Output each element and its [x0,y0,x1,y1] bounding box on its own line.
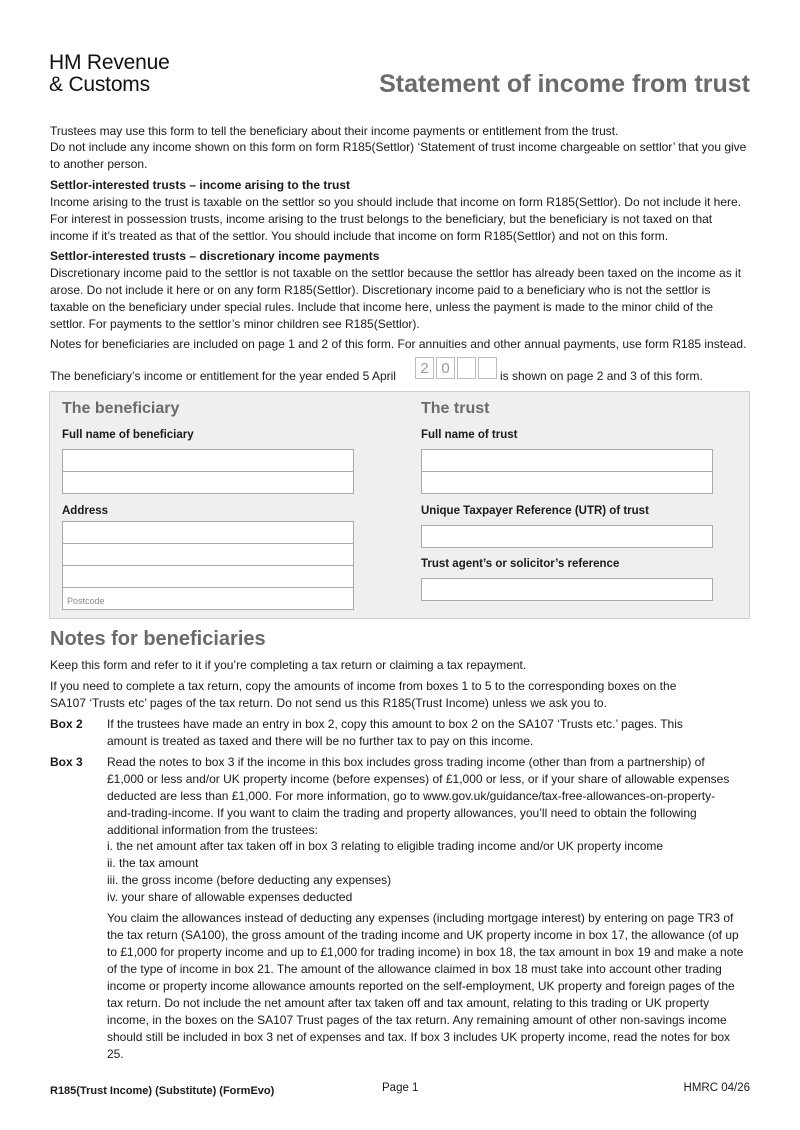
notes-paragraph-2: If you need to complete a tax return, copy the amounts of income from boxes 1 to 5 to the corresponding boxes on the SA107 ‘Trusts etc’ pages of the tax return. Do not send us this R185(Trust Income) unless we ask you to. [50,679,677,710]
trust-name-field-2[interactable] [421,471,713,494]
year-tail-text: is shown on page 2 and 3 of this form. [500,369,703,383]
address-field-3[interactable] [62,565,354,588]
intro-paragraph-2: Do not include any income shown on this form on form R185(Settlor) ‘Statement of trust income chargeable on settlor’ that you give to another person. [50,140,747,171]
agent-reference-field[interactable] [421,578,713,601]
notes-paragraph-1: Keep this form and refer to it if you’re completing a tax return or claiming a tax repayment. [50,658,527,672]
discretionary-heading: Settlor-interested trusts – discretionary income payments [50,249,380,263]
postcode-placeholder: Postcode [67,596,105,606]
settlor-income-paragraph: Income arising to the trust is taxable on the settlor so you should include that income on form R185(Settlor). Do not include it here. For interest in possession trusts, income arising to the trust belongs to the beneficiary, but the beneficiary is not taxed on that income if it’s treated as that of the settlor. You should include that income on form R185(Settlor) and not on this form. [50,195,742,243]
notes-heading: Notes for beneficiaries [50,628,266,650]
notes-reference-paragraph: Notes for beneficiaries are included on page 1 and 2 of this form. For annuities and other annual payments, use form R185 instead. [50,337,747,351]
address-label: Address [62,505,109,517]
beneficiary-name-label: Full name of beneficiary [62,429,194,441]
box-3-list-item: iv. your share of allowable expenses deducted [107,890,353,904]
box-3-list-item: i. the net amount after tax taken off in box 3 relating to eligible trading income and/or UK property income [107,839,664,853]
footer-page-number: Page 1 [382,1082,419,1094]
logo-line-2: & Customs [49,73,150,96]
discretionary-paragraph: Discretionary income paid to the settlor is not taxable on the settlor because the settlor has already been taxed on the income as it arose. Do not include it here or on any form R185(Settlor). Discretionary income paid to a beneficiary who is not the settlor is taxable on the beneficiary under special rules. Include that income here, unless the payment is made to the minor child of the settlor. For payments to the settlor’s minor children see R185(Settlor). [50,266,742,331]
box-3-text-2: You claim the allowances instead of deducting any expenses (including mortgage interest) by entering on page TR3 of the tax return (SA100), the gross amount of the trading income and UK property income in box 17, the allowance (of up to £1,000 for property income and up to £1,000 for trading income) in box 18, the tax amount in box 19 and make a note of the type of income in box 21. The amount of the allowance claimed in box 18 must take into account other trading income or property income allowance amounts reported on the self-employment, UK property and foreign pages of the tax return. Do not include the net amount after tax taken off and tax amount, relating to this trading or UK property income, in the boxes on the SA107 Trust pages of the tax return. Any remaining amount of other non-savings income should still be included in box 3 net of expenses and tax. If box 3 includes UK property income, read the notes for box 25. [107,911,744,1061]
intro-paragraph-1: Trustees may use this form to tell the beneficiary about their income payments or entitlement from the trust. [50,124,619,138]
footer-version: HMRC 04/26 [683,1082,750,1094]
settlor-income-heading: Settlor-interested trusts – income arising to the trust [50,178,351,192]
year-digit-3[interactable] [457,357,476,379]
box-3-list-item: ii. the tax amount [107,856,199,870]
agent-reference-label: Trust agent’s or solicitor’s reference [421,558,620,570]
beneficiary-name-field-1[interactable] [62,449,354,472]
details-panel [49,391,750,619]
trust-heading: The trust [421,400,490,417]
year-digit-4[interactable] [478,357,497,379]
box-2-text: If the trustees have made an entry in box 2, copy this amount to box 2 on the SA107 ‘Trusts etc.’ pages. This amount is treated as taxed and there will be no further tax to pay on this income. [107,717,683,748]
utr-field[interactable] [421,525,713,548]
trust-name-field-1[interactable] [421,449,713,472]
beneficiary-heading: The beneficiary [62,400,180,417]
box-3-label: Box 3 [50,755,83,769]
year-text: The beneficiary’s income or entitlement for the year ended 5 April [50,369,396,383]
utr-label: Unique Taxpayer Reference (UTR) of trust [421,505,649,517]
box-3-list-item: iii. the gross income (before deducting any expenses) [107,873,392,887]
box-3-text: Read the notes to box 3 if the income in this box includes gross trading income (other than from a partnership) of £1,000 or less and/or UK property income (before expenses) of £1,000 or less, or if your share of allowable expenses deducted are less than £1,000. For more information, go to www.gov.uk/guidance/tax-free-allowances-on-property-and-trading-income. If you want to claim the trading and property allowances, you’ll need to obtain the following additional information from the trustees: [107,755,730,837]
footer-form-id: R185(Trust Income) (Substitute) (FormEvo) [50,1085,275,1097]
trust-name-label: Full name of trust [421,429,518,441]
address-field-1[interactable] [62,521,354,544]
address-field-2[interactable] [62,543,354,566]
box-2-label: Box 2 [50,717,83,731]
page-title: Statement of income from trust [379,70,750,98]
year-digit-1[interactable]: 2 [415,357,434,379]
logo-line-1: HM Revenue [49,51,170,74]
beneficiary-name-field-2[interactable] [62,471,354,494]
hmrc-logo [49,52,170,96]
year-digit-2[interactable]: 0 [436,357,455,379]
postcode-field[interactable] [62,587,354,610]
